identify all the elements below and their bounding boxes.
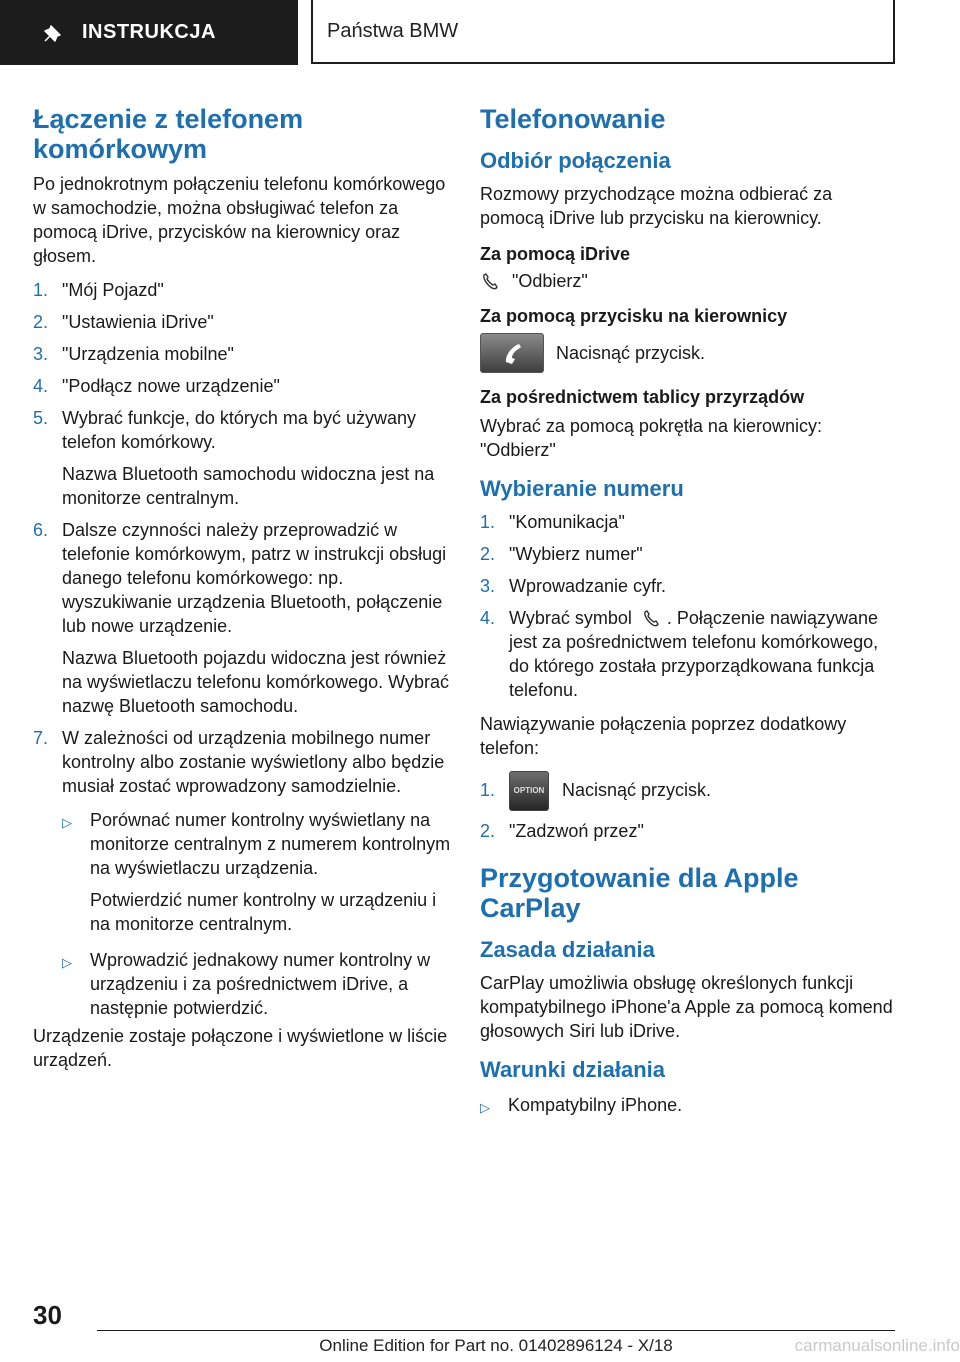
list-item: 1. "Komunikacja"	[480, 512, 625, 532]
list-item: 4. Wybrać symbol . Połączenie nawiązywane jest za pośrednictwem telefonu komórkowego, do którego została przyporządkowana funkcja telefonu.	[480, 608, 879, 700]
idrive-answer-row	[480, 271, 895, 292]
cluster-text: Wybrać za pomocą pokrętła na kierownicy: "Odbierz"	[480, 416, 822, 460]
list-item: ▷ Kompatybilny iPhone.	[480, 1095, 683, 1116]
list-item: 7. W zależności od urządzenia mobilnego numer kontrolny albo zostanie wyświetlony albo będzie musiał zostać wprowadzony samodzielnie. ▷ Porównać numer kontrolny wyświetlany na monitorze centralnym z numerem kontrolnym na wyświetlaczu urządzenia. Potwierdzić numer kontrolny w urządzeniu i na monitorze centralnym. ▷ Wprowadzić jednakowy numer kontrolny w urządzeniu i za pośrednictwem iDrive, a następnie potwierdzić.	[33, 728, 451, 1018]
list-item: 2. "Zadzwoń przez"	[480, 821, 644, 842]
triangle-bullet-icon: ▷	[480, 1100, 490, 1116]
option-button-icon: OPTION	[509, 771, 549, 811]
left-column	[33, 100, 451, 1082]
answer-label: "Odbierz"	[512, 271, 588, 291]
section-title-box	[311, 0, 895, 64]
triangle-bullet-icon: ▷	[62, 815, 72, 830]
page-number: 30	[33, 1300, 62, 1330]
list-item: 5. Wybrać funkcje, do których ma być używany telefon komórkowy. Nazwa Bluetooth samochodu widoczna jest na monitorze centralnym.	[33, 406, 451, 510]
press-button-text: Nacisnąć przycisk.	[556, 342, 706, 363]
pairing-intro: Po jednokrotnym połączeniu telefonu komórkowego w samochodzie, można obsługiwać telefon za pomocą iDrive, przycisków na kierownicy oraz głosem.	[33, 174, 446, 266]
manual-tab-label: INSTRUKCJA	[82, 21, 216, 43]
pairing-outro: Urządzenie zostaje połączone i wyświetlone w liście urządzeń.	[33, 1026, 448, 1070]
phone-icon	[480, 272, 502, 292]
heading-carplay: Przygotowanie dla Apple CarPlay	[480, 863, 799, 924]
watermark: carmanualsonline.info	[794, 1336, 960, 1355]
edition-text: Online Edition for Part no. 01402896124 - X/18	[319, 1336, 673, 1355]
list-item: 2. "Ustawienia iDrive"	[33, 312, 214, 332]
bmw-pin-icon	[42, 22, 64, 44]
wheel-button-row	[480, 333, 895, 373]
step-note: Nazwa Bluetooth pojazdu widoczna jest również na wyświetlaczu telefonu komórkowego. Wybrać nazwę Bluetooth samochodu.	[62, 648, 450, 716]
list-item: 2. "Wybierz numer"	[480, 544, 643, 564]
manual-tab[interactable]	[0, 0, 298, 65]
requirements-list	[480, 1093, 895, 1117]
pairing-steps	[33, 278, 451, 1020]
heading-answer-call: Odbiór połączenia	[480, 148, 671, 173]
list-item: 4. "Podłącz nowe urządzenie"	[33, 376, 280, 396]
principle-text: CarPlay umożliwia obsługę określonych funkcji kompatybilnego iPhone'a Apple za pomocą komend głosowych Siri lub iDrive.	[480, 973, 893, 1042]
list-item: 3. Wprowadzanie cyfr.	[480, 576, 667, 596]
heading-dialing: Wybieranie numeru	[480, 476, 684, 501]
right-column	[480, 100, 895, 1129]
list-item: ▷ Wprowadzić jednakowy numer kontrolny w urządzeniu i za pośrednictwem iDrive, a następnie potwierdzić.	[62, 950, 431, 1018]
footer-divider	[97, 1330, 895, 1331]
page-header	[0, 0, 960, 66]
section-title: Państwa BMW	[327, 19, 459, 42]
heading-via-idrive: Za pomocą iDrive	[480, 244, 631, 264]
list-item: 3. "Urządzenia mobilne"	[33, 344, 234, 364]
heading-phone-pairing: Łączenie z telefonem komórkowym	[33, 104, 304, 164]
list-item: 1. OPTION Nacisnąć przycisk.	[480, 770, 895, 811]
heading-via-wheel: Za pomocą przycisku na kierownicy	[480, 306, 788, 326]
bullet-note: Potwierdzić numer kontrolny w urządzeniu i na monitorze centralnym.	[90, 890, 437, 934]
answer-call-text: Rozmowy przychodzące można odbierać za pomocą iDrive lub przycisku na kierownicy.	[480, 184, 833, 228]
phone-icon	[641, 609, 663, 629]
heading-requirements: Warunki działania	[480, 1057, 666, 1083]
heading-via-cluster: Za pośrednictwem tablicy przyrządów	[480, 387, 805, 407]
list-item: 6. Dalsze czynności należy przeprowadzić w telefonie komórkowym, patrz w instrukcji obsługi danego telefonu komórkowego: np. wyszukiwanie urządzenia Bluetooth, połączenie lub nowe urządzenie. Nazwa Bluetooth pojazdu widoczna jest również na wyświetlaczu telefonu komórkowego. Wybrać nazwę Bluetooth samochodu.	[33, 520, 450, 716]
list-item: 1. "Mój Pojazd"	[33, 280, 164, 300]
control-number-options	[62, 808, 451, 1020]
other-phone-steps	[480, 770, 895, 843]
dial-steps	[480, 510, 895, 702]
other-phone-text: Nawiązywanie połączenia poprzez dodatkowy telefon:	[480, 714, 847, 758]
list-item: ▷ Porównać numer kontrolny wyświetlany na monitorze centralnym z numerem kontrolnym na wyświetlaczu urządzenia. Potwierdzić numer kontrolny w urządzeniu i na monitorze centralnym.	[62, 810, 451, 934]
triangle-bullet-icon: ▷	[62, 955, 72, 970]
heading-telephony: Telefonowanie	[480, 104, 666, 134]
step-note: Nazwa Bluetooth samochodu widoczna jest na monitorze centralnym.	[62, 464, 435, 508]
heading-principle: Zasada działania	[480, 937, 655, 963]
phone-button-icon	[480, 333, 544, 373]
